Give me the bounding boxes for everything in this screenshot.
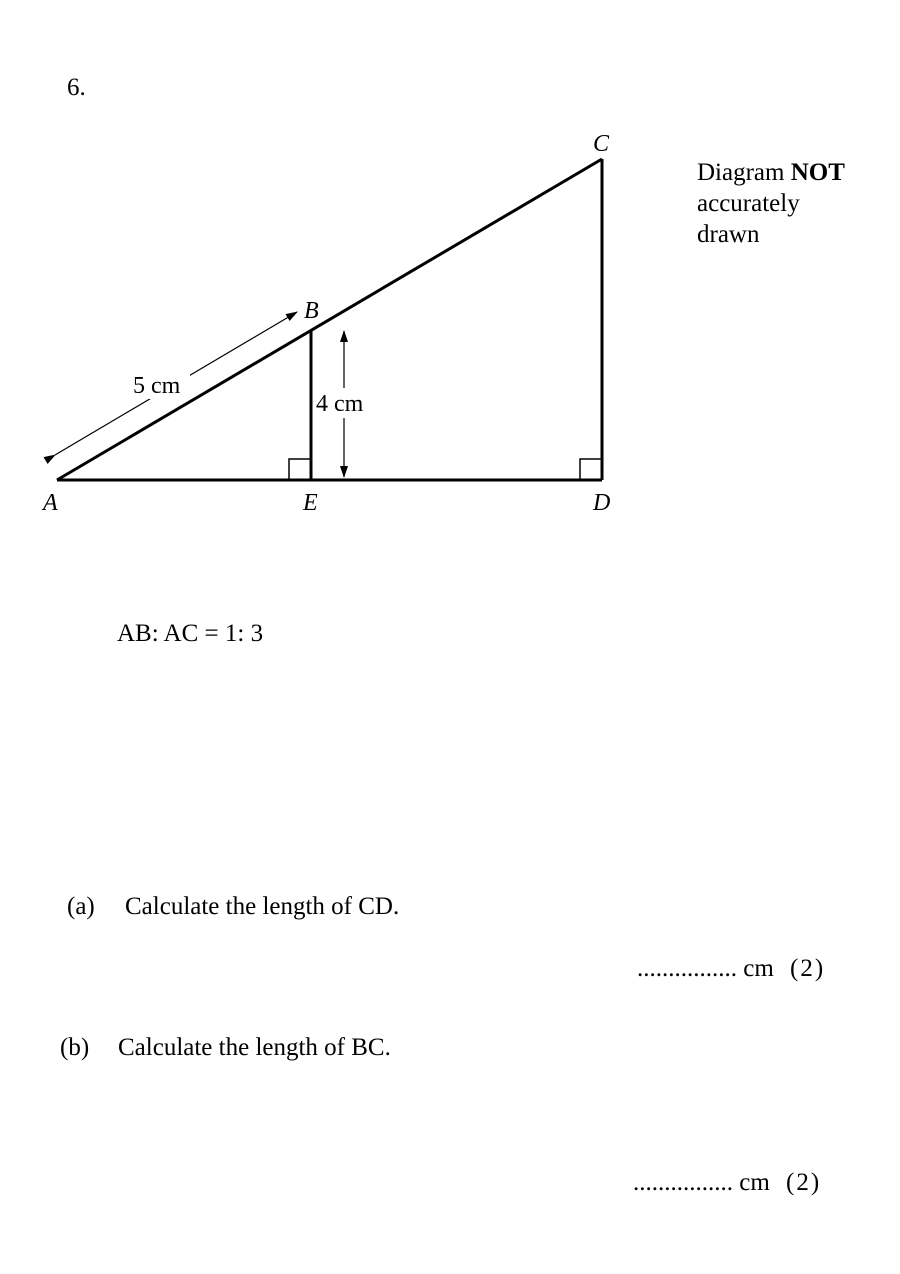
side-ac — [57, 159, 602, 480]
diagram-note-line2: accurately — [697, 190, 800, 217]
part-b-answer-line[interactable] — [633, 1169, 821, 1197]
right-angle-mark-e — [289, 459, 311, 480]
part-b-marks: (2) — [786, 1169, 822, 1196]
dimension-label-ab: 5 cm — [133, 373, 181, 399]
ratio-statement: AB: AC = 1: 3 — [117, 620, 264, 647]
point-label-a: A — [43, 490, 58, 516]
part-a-question — [67, 893, 399, 921]
right-angle-mark-d — [580, 459, 602, 480]
part-a-answer-unit: cm — [743, 955, 774, 982]
triangle-diagram — [0, 0, 900, 560]
part-b-answer-dots[interactable]: ................ — [633, 1169, 733, 1196]
part-b-label: (b) — [60, 1034, 90, 1061]
dimension-label-be: 4 cm — [316, 391, 364, 417]
diagram-note-prefix: Diagram — [697, 159, 791, 186]
point-label-d: D — [593, 490, 611, 516]
part-a-text: Calculate the length of CD. — [125, 893, 400, 920]
part-b-question — [60, 1034, 391, 1062]
point-label-c: C — [593, 131, 610, 157]
diagram-note — [697, 157, 887, 250]
part-b-answer-unit: cm — [739, 1169, 770, 1196]
part-a-label: (a) — [67, 893, 95, 920]
part-b-text: Calculate the length of BC. — [118, 1034, 391, 1061]
part-a-marks: (2) — [790, 955, 826, 982]
part-a-answer-line[interactable] — [637, 955, 825, 983]
point-label-e: E — [303, 490, 318, 516]
point-label-b: B — [304, 298, 319, 324]
diagram-note-line3: drawn — [697, 221, 760, 248]
diagram-note-bold: NOT — [790, 159, 845, 186]
part-a-answer-dots[interactable]: ................ — [637, 955, 737, 982]
question-number: 6. — [67, 74, 86, 101]
